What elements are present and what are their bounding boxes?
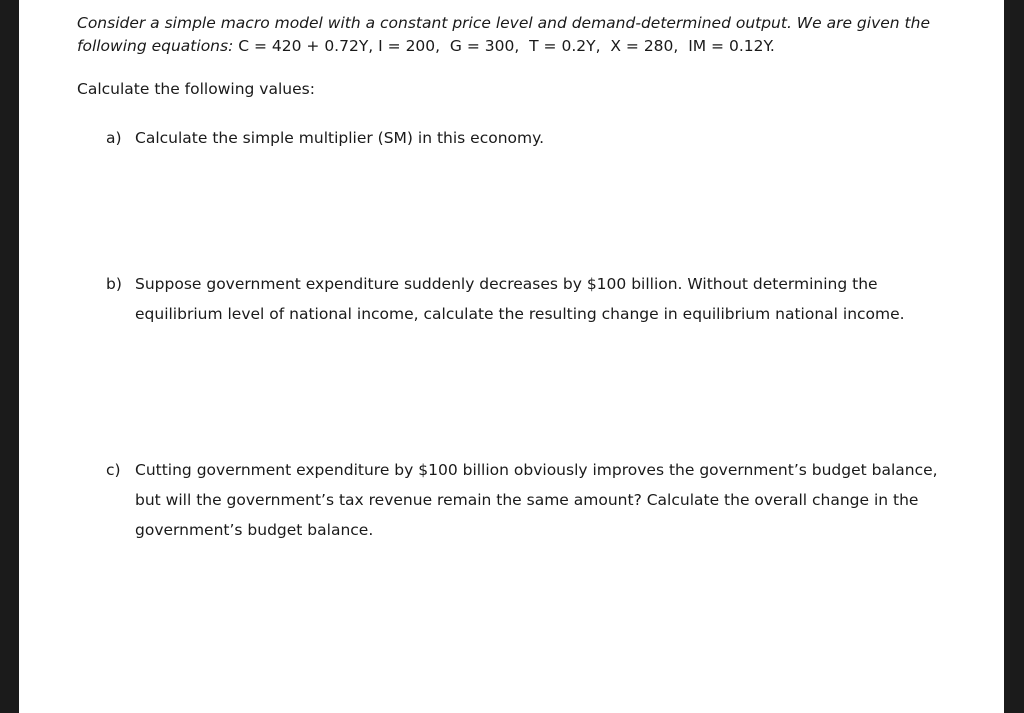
- problem-lead: Consider a simple macro model with a constant price level and demand-determined output. We are given the following equations:: [77, 14, 930, 55]
- question-a-marker: a): [106, 129, 122, 147]
- question-b-marker: b): [106, 275, 122, 293]
- instruction-text: Calculate the following values:: [77, 80, 315, 98]
- question-b: [106, 269, 946, 329]
- question-b-text: Suppose government expenditure suddenly decreases by $100 billion. Without determining the equilibrium level of national income, calculate the resulting change in equilibrium national income.: [135, 275, 905, 323]
- problem-equations: C = 420 + 0.72Y, I = 200, G = 300, T = 0.2Y, X = 280, IM = 0.12Y.: [238, 37, 775, 55]
- problem-statement: [77, 12, 957, 58]
- question-c-text: Cutting government expenditure by $100 billion obviously improves the government’s budget balance, but will the government’s tax revenue remain the same amount? Calculate the overall change in the government’s budget balance.: [135, 461, 938, 539]
- question-c: [106, 455, 946, 545]
- question-a: [106, 123, 946, 153]
- document-page: [19, 0, 1004, 713]
- question-a-text: Calculate the simple multiplier (SM) in this economy.: [135, 129, 545, 147]
- question-c-marker: c): [106, 461, 121, 479]
